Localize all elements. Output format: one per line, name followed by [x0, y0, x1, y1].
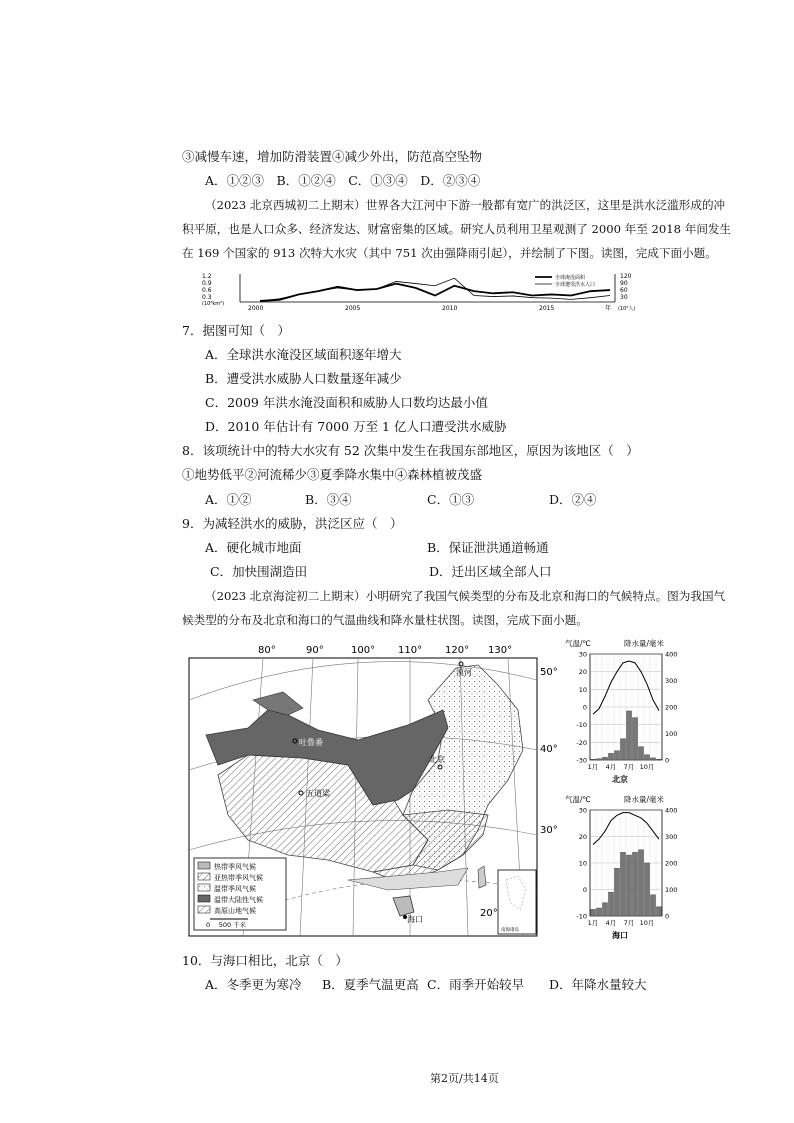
legend-area: 全球淹没面积 [555, 275, 586, 281]
precip-bar [627, 855, 632, 916]
precip-bar [657, 907, 662, 916]
chart-title: 北京 [612, 775, 628, 784]
xtick: 2010 [442, 305, 458, 312]
statement-line: ①地势低平②河流稀少③夏季降水集中④森林植被茂盛 [182, 467, 483, 482]
city-label: 北京 [429, 755, 445, 764]
lon-label: 110° [398, 645, 423, 656]
precip-bar [639, 747, 644, 760]
city-label: 海口 [407, 915, 423, 924]
climate-chart-haikou [562, 792, 692, 942]
precip-bar [621, 739, 626, 760]
precip-bar [615, 751, 620, 760]
option: B．遭受洪水威胁人口数量逐年减少 [205, 371, 402, 386]
option: B．保证泄洪通道畅通 [427, 540, 549, 555]
legend-item: 亚热带季风气候 [214, 874, 263, 882]
passage-line: 候类型的分布及北京和海口的气温曲线和降水量柱状图。读图，完成下面小题。 [182, 613, 588, 627]
ytick: 0.6 [202, 287, 212, 294]
lat-label: 20° [480, 908, 498, 919]
options-line: A．①②③ B．①②④ C．①③④ D．②③④ [205, 173, 481, 188]
option: A．冬季更为寒冷 [205, 977, 302, 992]
temp-tick: 20 [578, 668, 587, 677]
question-7: 7．据图可知（ ） [182, 323, 290, 338]
precip-bar [609, 753, 614, 760]
option: B．夏季气温更高 [322, 977, 419, 992]
temp-tick: 10 [578, 859, 587, 868]
left-unit: (10⁶km²) [202, 301, 225, 307]
option: C．雨季开始较早 [427, 977, 525, 992]
xtick: 2005 [345, 305, 361, 312]
precip-bar [591, 909, 596, 916]
precip-tick: 400 [665, 806, 678, 815]
x-suffix: 年 [605, 305, 612, 312]
temp-tick: 30 [578, 806, 587, 815]
flood-chart [200, 270, 640, 312]
precip-tick: 0 [665, 756, 670, 765]
month-label: 10月 [639, 763, 655, 771]
month-label: 4月 [605, 763, 617, 771]
lon-label: 80° [258, 645, 276, 656]
precip-bar [597, 759, 602, 760]
precip-bar [615, 868, 620, 916]
ytick-r: 120 [620, 273, 632, 280]
precip-tick: 200 [665, 703, 678, 712]
right-axis-label: 降水量/毫米 [624, 795, 665, 804]
option: A．硬化城市地面 [205, 540, 302, 555]
ytick-r: 30 [620, 294, 628, 301]
month-label: 4月 [605, 919, 617, 927]
question-10: 10．与海口相比，北京（ ） [182, 953, 348, 968]
xtick: 2000 [248, 305, 264, 312]
left-axis-label: 气温/℃ [565, 795, 591, 804]
precip-bar [591, 759, 596, 760]
precip-tick: 100 [665, 730, 678, 738]
city-label: 吐鲁番 [299, 738, 323, 747]
lon-label: 120° [445, 645, 470, 656]
precip-tick: 0 [665, 912, 670, 921]
inset-label: 南海诸岛 [501, 928, 519, 933]
option: A．全球洪水淹没区域面积逐年增大 [205, 347, 402, 362]
precip-bar [639, 850, 644, 916]
map-legend [194, 858, 286, 930]
lat-label: 30° [540, 825, 558, 836]
precip-bar [633, 718, 638, 760]
month-label: 1月 [587, 763, 599, 771]
month-label: 7月 [623, 763, 635, 771]
precip-tick: 200 [665, 859, 678, 868]
precip-bar [651, 895, 656, 916]
temp-tick: 30 [578, 650, 587, 659]
option: D．迁出区域全部人口 [429, 564, 552, 579]
option: C．2009 年洪水淹没面积和威胁人口数均达最小值 [205, 395, 488, 410]
passage-line: 积平原，也是人口众多、经济发达、财富密集的区域。研究人员利用卫星观测了 2000 年至 2018 年间发生 [182, 222, 732, 236]
option: C．①③ [427, 492, 475, 507]
precip-bar [627, 711, 632, 760]
precip-bar [633, 852, 638, 916]
question-9: 9．为减轻洪水的威胁，洪泛区应（ ） [182, 516, 403, 531]
lon-label: 100° [351, 645, 376, 656]
temp-tick: -10 [576, 721, 587, 730]
ytick-r: 90 [620, 280, 628, 287]
chart-title: 海口 [612, 931, 628, 940]
city-label: 五道梁 [306, 789, 330, 798]
precip-bar [645, 863, 650, 916]
page-footer: 第2页/共14页 [430, 1072, 499, 1085]
ytick: 0.9 [202, 280, 212, 287]
precip-bar [621, 852, 626, 916]
legend-item: 高原山地气候 [214, 907, 256, 915]
temp-tick: -30 [576, 756, 587, 765]
legend-item: 温带季风气候 [214, 885, 256, 893]
right-unit: (10⁶人) [618, 306, 636, 312]
option: D．年降水量较大 [549, 977, 647, 992]
month-label: 1月 [587, 919, 599, 927]
month-label: 10月 [639, 919, 655, 927]
precip-bar [657, 759, 662, 760]
precip-bar [609, 892, 614, 916]
lat-label: 50° [540, 667, 558, 678]
option: C．加快围湖造田 [210, 564, 308, 579]
ytick: 1.2 [202, 273, 212, 280]
passage-line: 在 169 个国家的 913 次特大水灾（其中 751 次由强降雨引起），并绘制了下图。读图，完成下面小题。 [182, 246, 717, 260]
temp-tick: 0 [582, 886, 587, 894]
precip-tick: 400 [665, 650, 678, 659]
passage-line: （2023 北京海淀初二上期末）小明研究了我国气候类型的分布及北京和海口的气候特点。图为我国气 [205, 589, 726, 603]
precip-bar [603, 903, 608, 916]
legend-item: 温带大陆性气候 [214, 896, 263, 904]
precip-bar [651, 758, 656, 760]
scale-bar: 0 500 千米 [206, 921, 247, 929]
temp-tick: -10 [576, 912, 587, 921]
precip-bar [603, 757, 608, 760]
legend-pop: 全球遭受洪水人口 [555, 282, 596, 288]
precip-tick: 100 [665, 886, 678, 894]
option: B．③④ [305, 492, 352, 507]
precip-tick: 300 [665, 833, 678, 841]
right-axis-label: 降水量/毫米 [624, 639, 665, 648]
text-line: ③减慢车速，增加防滑装置④减少外出，防范高空坠物 [182, 149, 483, 164]
lon-label: 130° [488, 645, 513, 656]
lon-label: 90° [306, 645, 324, 656]
option: D．②④ [549, 492, 597, 507]
temp-tick: 0 [582, 703, 587, 712]
ytick-r: 60 [620, 287, 628, 294]
passage-line: （2023 北京西城初二上期末）世界各大江河中下游一般都有宽广的洪泛区，这里是洪水泛滥形成的冲 [205, 198, 726, 212]
temp-tick: 20 [578, 833, 587, 841]
month-label: 7月 [623, 919, 635, 927]
precip-bar [597, 908, 602, 916]
precip-bar [645, 755, 650, 760]
left-axis-label: 气温/℃ [565, 639, 591, 648]
option: D．2010 年估计有 7000 万至 1 亿人口遭受洪水威胁 [205, 419, 507, 434]
precip-tick: 300 [665, 677, 678, 685]
temp-tick: 10 [578, 685, 587, 694]
climate-chart-beijing [562, 636, 692, 786]
china-climate-map [188, 640, 562, 940]
legend-item: 热带季风气候 [214, 863, 256, 871]
temp-tick: -20 [576, 738, 587, 747]
city-label: 漠河 [456, 668, 472, 677]
lat-label: 40° [540, 744, 558, 755]
option: A．①② [205, 492, 252, 507]
question-8: 8．该项统计中的特大水灾有 52 次集中发生在我国东部地区，原因为该地区（ ） [182, 443, 639, 458]
xtick: 2015 [539, 305, 555, 312]
ytick: 0.3 [202, 294, 212, 301]
